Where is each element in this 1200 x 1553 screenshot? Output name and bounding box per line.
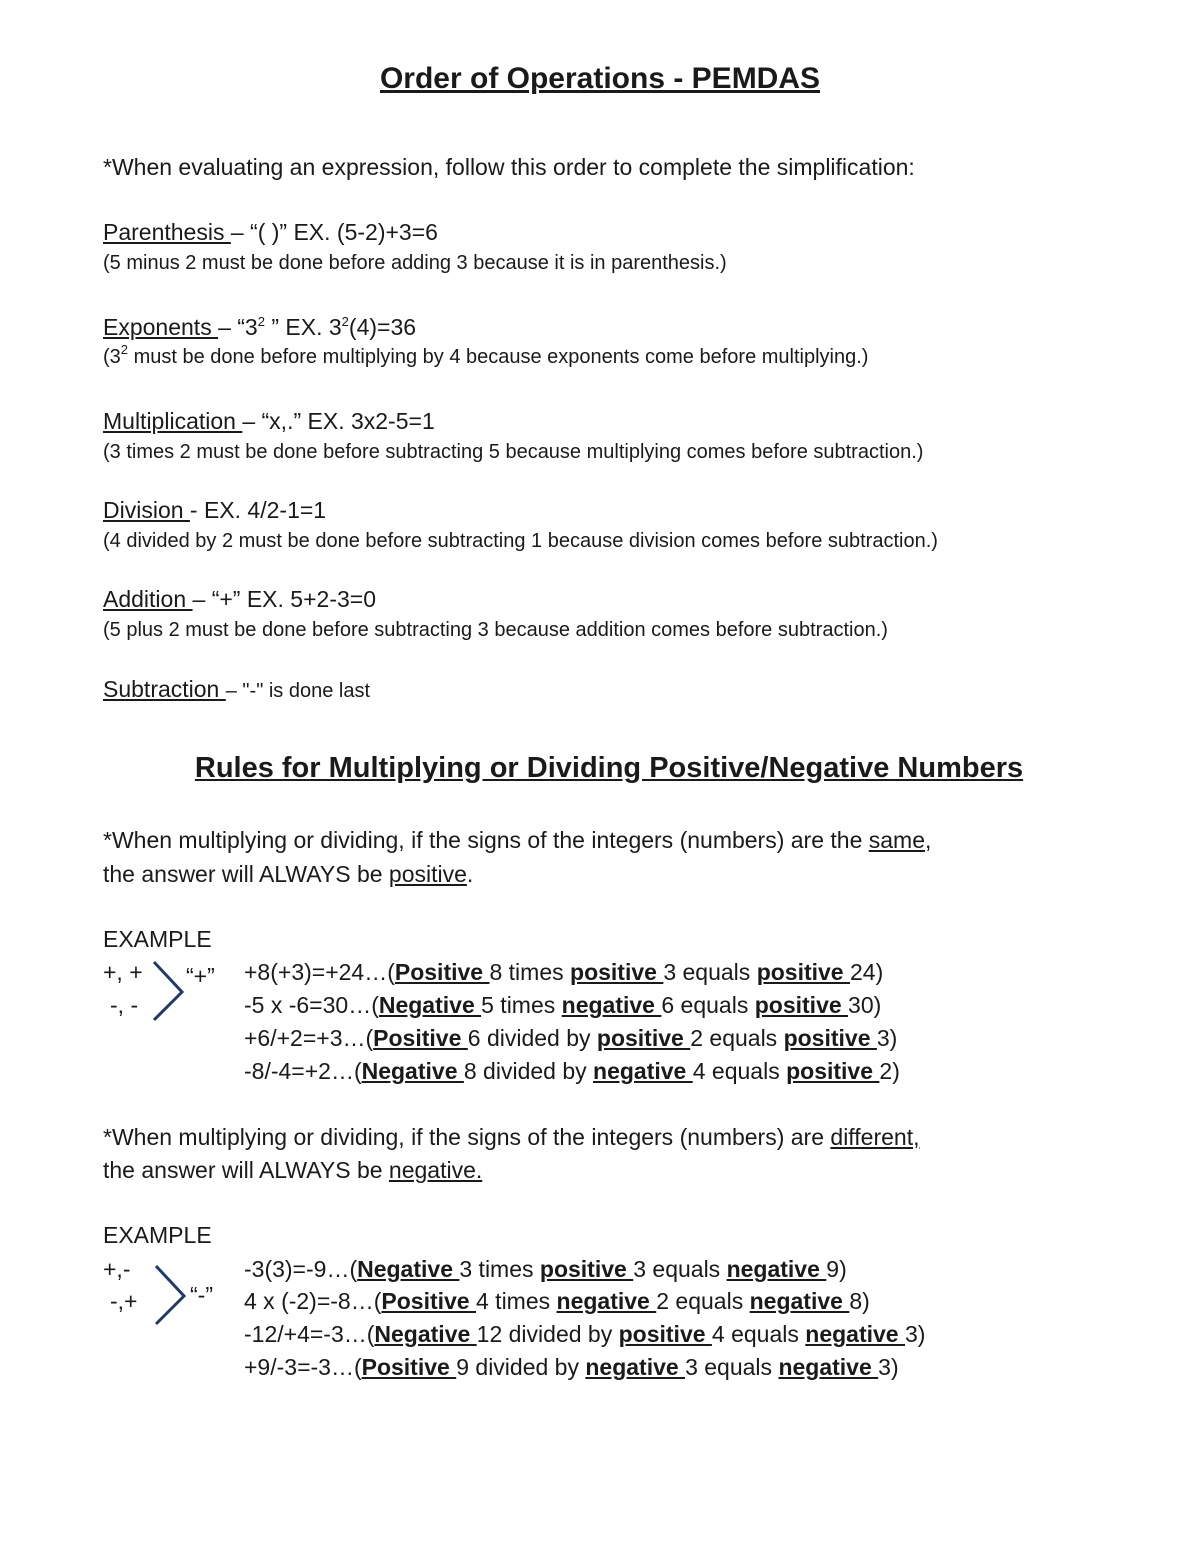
example-expression: +8(+3)=+24…(: [244, 959, 395, 985]
exponents-rule: [103, 314, 416, 341]
different-sign-pair-1: +,-: [103, 1256, 131, 1282]
positive-word: positive: [388, 861, 467, 887]
example-text: 4 equals: [711, 1321, 806, 1347]
page-title: Order of Operations - PEMDAS: [379, 62, 821, 95]
sign-word: negative: [805, 1321, 905, 1347]
same-line2-pre: the answer will ALWAYS be: [103, 861, 389, 887]
exponents-note-pre: (3: [103, 346, 121, 368]
sign-word: negative: [561, 992, 662, 1018]
division-term: Division: [103, 497, 190, 523]
parenthesis-example: – “( )” EX. (5-2)+3=6: [230, 219, 438, 245]
sign-word: positive: [539, 1256, 634, 1282]
different-example-row: [244, 1354, 899, 1381]
example-text: 3 equals: [663, 959, 757, 985]
same-chevron-icon: [150, 958, 186, 1024]
parenthesis-note: (5 minus 2 must be done before adding 3 because it is in parenthesis.): [103, 252, 727, 274]
exponents-term: Exponents: [103, 314, 219, 340]
multiplication-term: Multiplication: [103, 408, 243, 434]
same-sign-pair-2: -, -: [110, 992, 139, 1018]
exponents-note-post: must be done before multiplying by 4 because exponents come before multiplying.): [128, 346, 869, 368]
same-line1-pre: *When multiplying or dividing, if the signs of the integers (numbers) are the: [103, 827, 869, 853]
different-example-row: [244, 1256, 847, 1283]
example-text: 5 times: [481, 992, 562, 1018]
sign-word: positive: [786, 1058, 880, 1084]
same-example-row: [244, 992, 881, 1019]
exponents-note: [103, 342, 869, 369]
sign-word: Positive: [373, 1025, 468, 1051]
sign-word: negative: [749, 1288, 850, 1314]
different-line1-pre: *When multiplying or dividing, if the signs of the integers (numbers) are: [103, 1124, 831, 1150]
addition-note: (5 plus 2 must be done before subtracting 3 because addition comes before subtraction.): [103, 619, 888, 641]
sign-word: Positive: [381, 1288, 476, 1314]
example-text: 3 equals: [633, 1256, 727, 1282]
exponents-example-tail: (4)=36: [348, 314, 417, 340]
exponents-example: ” EX. 3: [264, 314, 342, 340]
addition-example: – “+” EX. 5+2-3=0: [192, 586, 376, 612]
exponents-example-sup: 2: [341, 314, 349, 329]
same-result-sign: “+”: [186, 963, 215, 989]
example-text: 9): [826, 1256, 847, 1282]
sign-word: negative: [556, 1288, 657, 1314]
exponents-dash: – “3: [218, 314, 258, 340]
example-expression: -5 x -6=30…(: [244, 992, 379, 1018]
example-text: 3 times: [459, 1256, 540, 1282]
same-signs-line1: [103, 827, 931, 854]
intro-text: *When evaluating an expression, follow this order to complete the simplification:: [103, 154, 915, 180]
same-signs-line2: [103, 861, 473, 888]
example-text: 6 divided by: [467, 1025, 597, 1051]
sign-word: Positive: [361, 1354, 457, 1380]
sign-word: positive: [618, 1321, 712, 1347]
example-text: 4 times: [476, 1288, 557, 1314]
example-expression: -3(3)=-9…(: [244, 1256, 358, 1282]
example-text: 8 divided by: [463, 1058, 594, 1084]
example-text: 30): [848, 992, 882, 1018]
different-example-row: [244, 1288, 870, 1315]
sign-word: positive: [596, 1025, 691, 1051]
same-sign-pair-1: +, +: [103, 959, 143, 985]
sign-word: positive: [783, 1025, 877, 1051]
sign-word: Negative: [374, 1321, 477, 1347]
sign-word: Negative: [361, 1058, 464, 1084]
example-text: 4 equals: [692, 1058, 787, 1084]
negative-word: negative.: [388, 1157, 483, 1183]
example-expression: +9/-3=-3…(: [244, 1354, 362, 1380]
sign-word: negative: [593, 1058, 693, 1084]
rules-title: Rules for Multiplying or Dividing Positive/Negative Numbers: [194, 752, 1024, 784]
sign-word: positive: [756, 959, 850, 985]
example-text: 2 equals: [656, 1288, 750, 1314]
sign-word: Positive: [394, 959, 490, 985]
example-text: 3 equals: [685, 1354, 779, 1380]
different-example-row: [244, 1321, 925, 1348]
addition-rule: [103, 586, 376, 613]
sign-word: negative: [778, 1354, 879, 1380]
division-note: (4 divided by 2 must be done before subtracting 1 because division comes before subtraction.): [103, 530, 938, 552]
different-signs-line1: [103, 1124, 920, 1151]
sign-word: positive: [570, 959, 664, 985]
subtraction-text: – "-" is done last: [225, 680, 371, 702]
example-expression: +6/+2=+3…(: [244, 1025, 374, 1051]
sign-word: Negative: [378, 992, 482, 1018]
same-line1-post: ,: [925, 827, 932, 853]
example-expression: 4 x (-2)=-8…(: [244, 1288, 382, 1314]
example-text: 6 equals: [661, 992, 755, 1018]
example-expression: -12/+4=-3…(: [244, 1321, 375, 1347]
parenthesis-rule: [103, 219, 438, 246]
multiplication-note: (3 times 2 must be done before subtracting 5 because multiplying comes before subtraction.): [103, 441, 924, 463]
example-text: 3): [878, 1354, 899, 1380]
example-text: 9 divided by: [456, 1354, 586, 1380]
example-text: 24): [850, 959, 884, 985]
different-signs-line2: [103, 1157, 482, 1184]
division-example: - EX. 4/2-1=1: [189, 497, 327, 523]
sign-word: negative: [585, 1354, 686, 1380]
addition-term: Addition: [103, 586, 193, 612]
example-text: 12 divided by: [476, 1321, 619, 1347]
example-text: 3): [905, 1321, 926, 1347]
sign-word: positive: [754, 992, 849, 1018]
different-example-label: EXAMPLE: [103, 1222, 212, 1248]
different-chevron-icon: [152, 1262, 188, 1328]
parenthesis-term: Parenthesis: [103, 219, 231, 245]
subtraction-rule: [103, 676, 370, 703]
different-sign-pair-2: -,+: [110, 1288, 138, 1314]
example-text: 8 times: [489, 959, 571, 985]
sign-word: Negative: [357, 1256, 460, 1282]
division-rule: [103, 497, 326, 524]
example-text: 3): [876, 1025, 898, 1051]
multiplication-rule: [103, 408, 435, 435]
same-example-row: [244, 959, 883, 986]
example-text: 2 equals: [690, 1025, 784, 1051]
different-result-sign: “-”: [190, 1282, 213, 1308]
exponents-note-sup: 2: [120, 342, 129, 357]
subtraction-term: Subtraction: [103, 676, 226, 702]
same-example-row: [244, 1058, 900, 1085]
sign-word: negative: [726, 1256, 827, 1282]
exponents-sup: 2: [257, 314, 265, 329]
same-line2-post: .: [466, 861, 474, 887]
example-text: 8): [849, 1288, 870, 1314]
different-line2-pre: the answer will ALWAYS be: [103, 1157, 389, 1183]
example-text: 2): [879, 1058, 900, 1084]
different-word: different,: [830, 1124, 920, 1150]
same-example-row: [244, 1025, 897, 1052]
same-example-label: EXAMPLE: [103, 926, 212, 952]
multiplication-example: – “x,.” EX. 3x2-5=1: [242, 408, 435, 434]
same-word: same: [868, 827, 926, 853]
example-expression: -8/-4=+2…(: [244, 1058, 362, 1084]
